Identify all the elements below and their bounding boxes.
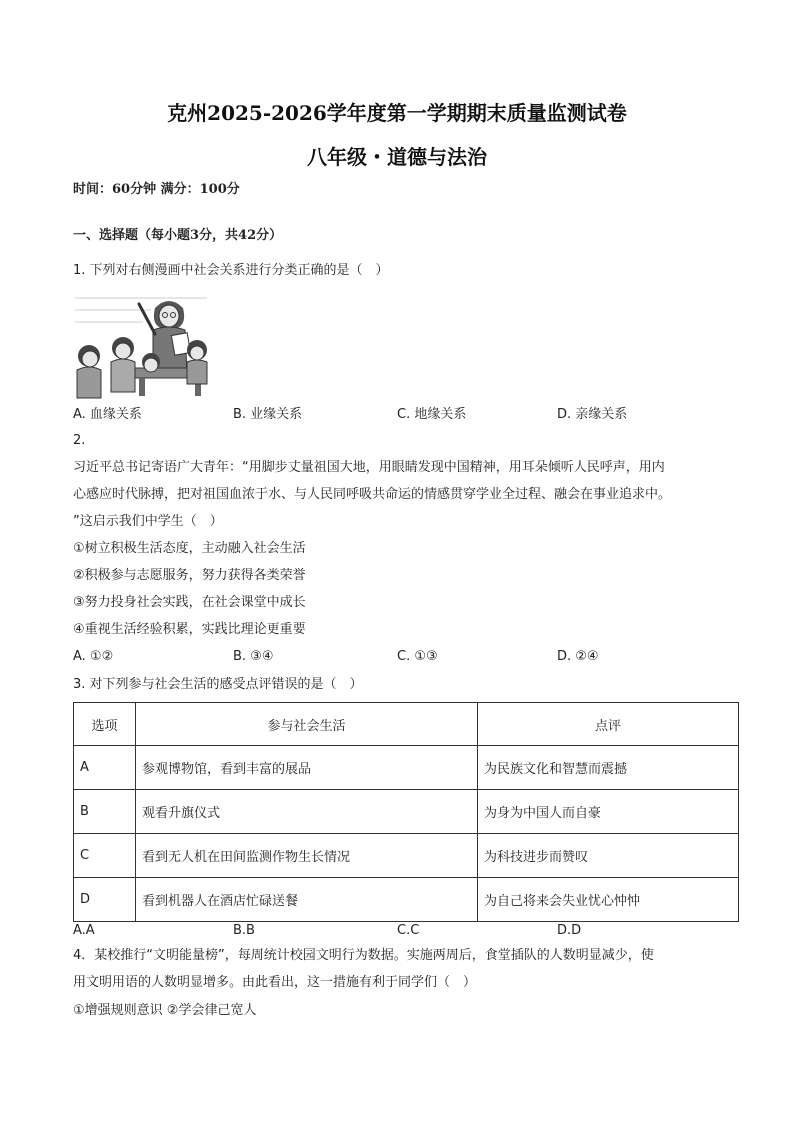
table-cell: 参观博物馆，看到丰富的展品 bbox=[136, 746, 478, 790]
table-cell: 为科技进步而赞叹 bbox=[478, 834, 739, 878]
q4-statement: ①增强规则意识 ②学会律己宽人 bbox=[73, 1003, 257, 1018]
time-info: 时间：60分钟 满分：100分 bbox=[73, 182, 240, 197]
table-row bbox=[74, 790, 739, 834]
exam-subtitle: 八年级・道德与法治 bbox=[307, 145, 487, 169]
q3-option-a: A.A bbox=[73, 923, 95, 938]
section-heading: 一、选择题（每小题3分，共42分） bbox=[73, 228, 283, 243]
q3-option-d: D.D bbox=[557, 923, 582, 938]
table-header-row bbox=[74, 703, 739, 746]
q3-stem: 3. 对下列参与社会生活的感受点评错误的是（ ） bbox=[73, 677, 363, 692]
table-cell: 看到无人机在田间监测作物生长情况 bbox=[136, 834, 478, 878]
q2-statement-1: ①树立积极生活态度，主动融入社会生活 bbox=[73, 541, 306, 556]
q2-stem-line-2: 心感应时代脉搏，把对祖国血浓于水、与人民同呼吸共命运的情感贯穿学业全过程、融会在事业追求中。 bbox=[73, 487, 672, 502]
table-cell: 为民族文化和智慧而震撼 bbox=[478, 746, 739, 790]
q2-statement-2: ②积极参与志愿服务，努力获得各类荣誉 bbox=[73, 568, 306, 583]
table-header-cell: 选项 bbox=[74, 703, 136, 746]
q2-option-c: C. ①③ bbox=[397, 649, 438, 664]
q2-stem-line-1: 习近平总书记寄语广大青年：“用脚步丈量祖国大地，用眼睛发现中国精神，用耳朵倾听人民呼声，用内 bbox=[73, 460, 665, 475]
q3-option-c: C.C bbox=[397, 923, 420, 938]
q2-stem-line-3: ”这启示我们中学生（ ） bbox=[73, 514, 223, 529]
q1-option-b: B. 业缘关系 bbox=[233, 407, 303, 422]
table-row bbox=[74, 834, 739, 878]
table-row bbox=[74, 746, 739, 790]
table-cell: C bbox=[74, 834, 136, 878]
q3-option-b: B.B bbox=[233, 923, 255, 938]
q3-table bbox=[73, 702, 739, 922]
q1-option-d: D. 亲缘关系 bbox=[557, 407, 628, 422]
table-cell: 为身为中国人而自豪 bbox=[478, 790, 739, 834]
table-cell: B bbox=[74, 790, 136, 834]
table-cell: D bbox=[74, 878, 136, 922]
q2-statement-3: ③努力投身社会实践，在社会课堂中成长 bbox=[73, 595, 306, 610]
q2-option-b: B. ③④ bbox=[233, 649, 274, 664]
q4-stem-line-1: 4．某校推行“文明能量榜”，每周统计校园文明行为数据。实施两周后，食堂插队的人数明显减少，使 bbox=[73, 948, 654, 963]
q1-option-a: A. 血缘关系 bbox=[73, 407, 142, 422]
table-row bbox=[74, 878, 739, 922]
table-cell: 为自己将来会失业忧心忡忡 bbox=[478, 878, 739, 922]
q2-statement-4: ④重视生活经验积累，实践比理论更重要 bbox=[73, 622, 306, 637]
classroom-cartoon-image bbox=[73, 288, 209, 400]
table-cell: 看到机器人在酒店忙碌送餐 bbox=[136, 878, 478, 922]
q1-stem: 1. 下列对右侧漫画中社会关系进行分类正确的是（ ） bbox=[73, 263, 389, 278]
exam-title: 克州2025-2026学年度第一学期期末质量监测试卷 bbox=[167, 101, 627, 125]
table-cell: A bbox=[74, 746, 136, 790]
table-cell: 观看升旗仪式 bbox=[136, 790, 478, 834]
q4-stem-line-2: 用文明用语的人数明显增多。由此看出，这一措施有利于同学们（ ） bbox=[73, 975, 477, 990]
table-header-cell: 点评 bbox=[478, 703, 739, 746]
table-header-cell: 参与社会生活 bbox=[136, 703, 478, 746]
q1-option-c: C. 地缘关系 bbox=[397, 407, 467, 422]
q2-option-a: A. ①② bbox=[73, 649, 114, 664]
q2-number: 2. bbox=[73, 433, 86, 448]
q2-option-d: D. ②④ bbox=[557, 649, 599, 664]
